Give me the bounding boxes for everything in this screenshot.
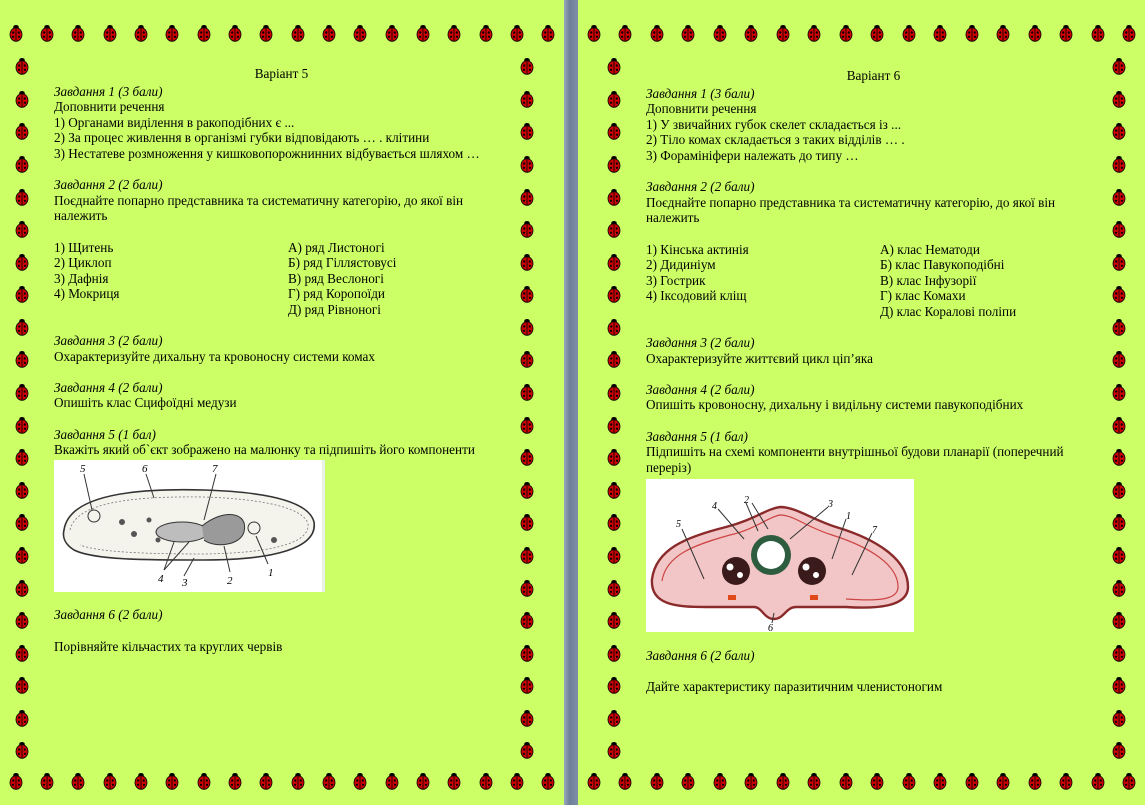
ladybug-icon <box>1110 644 1128 662</box>
ladybug-icon <box>320 24 338 42</box>
ladybug-icon <box>900 772 918 790</box>
task-1-heading: Завдання 1 (3 бали) <box>646 85 755 101</box>
variant-5-content <box>54 66 509 654</box>
ladybug-icon <box>13 546 31 564</box>
ladybug-icon <box>13 644 31 662</box>
paramecium-figure <box>54 460 325 592</box>
ladybug-icon <box>1089 24 1107 42</box>
match-option: Д) ряд Рівноногі <box>288 301 381 317</box>
ladybug-icon <box>69 772 87 790</box>
ladybug-icon <box>837 772 855 790</box>
ladybug-icon <box>163 24 181 42</box>
ladybug-icon <box>13 155 31 173</box>
ladybug-icon <box>868 772 886 790</box>
figure-label: 1 <box>268 566 274 579</box>
ladybug-icon <box>13 448 31 466</box>
ladybug-icon <box>605 318 623 336</box>
ladybug-icon <box>1110 350 1128 368</box>
ladybug-icon <box>585 24 603 42</box>
ladybug-icon <box>13 350 31 368</box>
ladybug-icon <box>837 24 855 42</box>
ladybug-icon <box>648 24 666 42</box>
ladybug-icon <box>13 741 31 759</box>
ladybug-icon <box>13 318 31 336</box>
figure-label: 5 <box>676 519 681 531</box>
ladybug-icon <box>539 24 557 42</box>
ladybug-icon <box>414 772 432 790</box>
ladybug-icon <box>900 24 918 42</box>
ladybug-icon <box>994 24 1012 42</box>
ladybug-icon <box>289 772 307 790</box>
ladybug-icon <box>518 155 536 173</box>
ladybug-icon <box>132 772 150 790</box>
planaria-cross-section-figure <box>646 479 914 632</box>
ladybug-icon <box>13 416 31 434</box>
ladybug-icon <box>445 772 463 790</box>
ladybug-icon <box>226 24 244 42</box>
ladybug-icon <box>1057 24 1075 42</box>
match-item: 1) Щитень <box>54 239 114 255</box>
ladybug-icon <box>477 24 495 42</box>
ladybug-icon <box>1110 122 1128 140</box>
ladybug-icon <box>1110 741 1128 759</box>
ladybug-icon <box>1110 220 1128 238</box>
ladybug-icon <box>1026 24 1044 42</box>
task-6-text: Дайте характеристику паразитичним членистоногим <box>646 679 943 695</box>
ladybug-icon <box>679 772 697 790</box>
match-item: 2) Циклоп <box>54 255 112 271</box>
ladybug-icon <box>805 24 823 42</box>
ladybug-icon <box>518 122 536 140</box>
task-2-heading: Завдання 2 (2 бали) <box>646 179 755 195</box>
ladybug-icon <box>605 481 623 499</box>
ladybug-icon <box>257 24 275 42</box>
ladybug-icon <box>648 772 666 790</box>
ladybug-icon <box>963 24 981 42</box>
task-6-heading: Завдання 6 (2 бали) <box>646 648 755 664</box>
ladybug-icon <box>1110 513 1128 531</box>
match-item: 1) Кінська актинія <box>646 241 749 257</box>
ladybug-icon <box>195 772 213 790</box>
ladybug-icon <box>518 318 536 336</box>
ladybug-icon <box>605 220 623 238</box>
ladybug-icon <box>605 579 623 597</box>
ladybug-icon <box>585 772 603 790</box>
ladybug-border-top <box>0 22 564 44</box>
ladybug-border-bottom <box>0 770 564 792</box>
ladybug-icon <box>711 24 729 42</box>
task-1-line-2: 2) За процес живлення в організмі губки відповідають … . клітини <box>54 130 430 146</box>
ladybug-icon <box>605 155 623 173</box>
ladybug-icon <box>742 24 760 42</box>
ladybug-icon <box>518 676 536 694</box>
ladybug-icon <box>605 122 623 140</box>
ladybug-icon <box>7 772 25 790</box>
ladybug-icon <box>605 644 623 662</box>
figure-label: 6 <box>768 623 773 633</box>
ladybug-icon <box>1110 611 1128 629</box>
ladybug-icon <box>1110 416 1128 434</box>
match-option: А) клас Нематоди <box>880 241 980 257</box>
ladybug-icon <box>13 90 31 108</box>
ladybug-icon <box>13 579 31 597</box>
ladybug-icon <box>1089 772 1107 790</box>
task-5-heading: Завдання 5 (1 бал) <box>54 426 156 442</box>
ladybug-icon <box>518 611 536 629</box>
ladybug-icon <box>13 481 31 499</box>
ladybug-icon <box>383 772 401 790</box>
ladybug-icon <box>1110 155 1128 173</box>
ladybug-icon <box>605 676 623 694</box>
ladybug-icon <box>1110 546 1128 564</box>
ladybug-border-left <box>11 50 33 767</box>
ladybug-icon <box>1057 772 1075 790</box>
ladybug-icon <box>1110 57 1128 75</box>
ladybug-icon <box>963 772 981 790</box>
figure-label: 5 <box>80 462 86 475</box>
ladybug-icon <box>518 513 536 531</box>
task-1-intro: Доповнити речення <box>54 99 165 115</box>
task-6-heading: Завдання 6 (2 бали) <box>54 607 163 623</box>
ladybug-icon <box>13 513 31 531</box>
paramecium-drawing <box>54 460 322 592</box>
ladybug-border-right <box>516 50 538 767</box>
ladybug-icon <box>605 741 623 759</box>
ladybug-icon <box>605 513 623 531</box>
figure-label: 6 <box>142 462 148 475</box>
task-3-text: Охарактеризуйте дихальну та кровоносну системи комах <box>54 348 375 364</box>
ladybug-icon <box>1110 318 1128 336</box>
ladybug-icon <box>132 24 150 42</box>
match-option: Д) клас Коралові поліпи <box>880 303 1017 319</box>
task-3-heading: Завдання 3 (2 бали) <box>54 333 163 349</box>
variant-6-content <box>646 68 1101 695</box>
ladybug-icon <box>605 253 623 271</box>
ladybug-icon <box>931 772 949 790</box>
ladybug-icon <box>605 416 623 434</box>
ladybug-icon <box>13 709 31 727</box>
task-5-text: Вкажіть який об`єкт зображено на малюнку та підпишіть його компоненти <box>54 442 475 458</box>
task-1-line-3: 3) Нестатеве розмноження у кишковопорожнинних відбувається шляхом … <box>54 145 480 161</box>
matching-table <box>54 240 509 318</box>
task-6-text: Порівняйте кільчастих та круглих червів <box>54 638 283 654</box>
ladybug-icon <box>605 383 623 401</box>
ladybug-icon <box>518 546 536 564</box>
figure-label: 7 <box>212 462 218 475</box>
ladybug-icon <box>605 448 623 466</box>
match-item: 3) Гострик <box>646 272 706 288</box>
figure-label: 7 <box>872 525 877 537</box>
match-option: Г) клас Комахи <box>880 288 966 304</box>
ladybug-icon <box>711 772 729 790</box>
task-1-line-3: 3) Форамініфери належать до типу … <box>646 147 859 163</box>
ladybug-border-top <box>578 22 1145 44</box>
ladybug-icon <box>605 285 623 303</box>
ladybug-icon <box>518 57 536 75</box>
task-4-text: Опишіть кровоносну, дихальну і видільну системи павукоподібних <box>646 397 1024 413</box>
ladybug-icon <box>605 350 623 368</box>
ladybug-icon <box>1110 285 1128 303</box>
ladybug-icon <box>508 772 526 790</box>
task-2-text: Поєднайте попарно представника та систематичну категорію, до якої він належить <box>54 192 464 224</box>
variant-title: Варіант 5 <box>254 66 309 81</box>
match-option: А) ряд Листоногі <box>288 239 385 255</box>
match-option: Г) ряд Коропоїди <box>288 286 385 302</box>
ladybug-icon <box>13 57 31 75</box>
ladybug-icon <box>518 285 536 303</box>
ladybug-icon <box>7 24 25 42</box>
ladybug-border-bottom <box>578 770 1145 792</box>
ladybug-icon <box>518 416 536 434</box>
ladybug-icon <box>605 546 623 564</box>
ladybug-icon <box>616 24 634 42</box>
ladybug-icon <box>605 188 623 206</box>
ladybug-icon <box>1120 24 1138 42</box>
match-option: Б) ряд Гіллястовусі <box>288 255 397 271</box>
ladybug-icon <box>518 253 536 271</box>
ladybug-icon <box>13 253 31 271</box>
ladybug-icon <box>518 579 536 597</box>
match-item: 3) Дафнія <box>54 270 109 286</box>
ladybug-icon <box>289 24 307 42</box>
document-page-right <box>578 0 1145 805</box>
ladybug-icon <box>1120 772 1138 790</box>
ladybug-icon <box>1110 448 1128 466</box>
task-5-heading: Завдання 5 (1 бал) <box>646 428 748 444</box>
ladybug-icon <box>13 188 31 206</box>
ladybug-icon <box>518 350 536 368</box>
figure-label: 2 <box>227 574 233 587</box>
ladybug-icon <box>1026 772 1044 790</box>
match-option: В) ряд Веслоногі <box>288 270 384 286</box>
ladybug-icon <box>101 24 119 42</box>
ladybug-icon <box>605 611 623 629</box>
task-4-heading: Завдання 4 (2 бали) <box>646 381 755 397</box>
ladybug-icon <box>101 772 119 790</box>
ladybug-icon <box>508 24 526 42</box>
ladybug-icon <box>605 709 623 727</box>
ladybug-icon <box>320 772 338 790</box>
ladybug-icon <box>605 57 623 75</box>
page-gap <box>564 0 578 805</box>
ladybug-border-right <box>1108 50 1130 767</box>
task-4-heading: Завдання 4 (2 бали) <box>54 379 163 395</box>
ladybug-icon <box>518 90 536 108</box>
ladybug-icon <box>163 772 181 790</box>
task-5-text: Підпишіть на схемі компоненти внутрішньої будови планарії (поперечний переріз) <box>646 444 1064 475</box>
ladybug-icon <box>679 24 697 42</box>
ladybug-icon <box>774 24 792 42</box>
match-item: 4) Мокриця <box>54 286 120 302</box>
ladybug-icon <box>518 644 536 662</box>
ladybug-icon <box>1110 253 1128 271</box>
match-option: В) клас Інфузорії <box>880 272 977 288</box>
ladybug-border-left <box>603 50 625 767</box>
task-2-heading: Завдання 2 (2 бали) <box>54 177 163 193</box>
ladybug-icon <box>13 383 31 401</box>
task-1-heading: Завдання 1 (3 бали) <box>54 83 163 99</box>
ladybug-icon <box>1110 579 1128 597</box>
ladybug-icon <box>445 24 463 42</box>
ladybug-icon <box>351 24 369 42</box>
variant-title: Варіант 6 <box>846 68 901 83</box>
task-1-line-1: 1) У звичайних губок скелет складається із ... <box>646 116 902 132</box>
ladybug-icon <box>1110 90 1128 108</box>
ladybug-icon <box>226 772 244 790</box>
ladybug-icon <box>13 220 31 238</box>
ladybug-icon <box>616 772 634 790</box>
ladybug-icon <box>994 772 1012 790</box>
figure-label: 2 <box>744 495 749 507</box>
ladybug-icon <box>351 772 369 790</box>
ladybug-icon <box>1110 481 1128 499</box>
match-item: 4) Іксодовий кліщ <box>646 288 747 304</box>
task-2-text: Поєднайте попарно представника та систематичну категорію, до якої він належить <box>646 194 1056 226</box>
ladybug-icon <box>38 24 56 42</box>
ladybug-icon <box>257 772 275 790</box>
task-1-line-2: 2) Тіло комах складається з таких відділів … . <box>646 132 905 148</box>
figure-label: 3 <box>182 576 188 589</box>
ladybug-icon <box>1110 676 1128 694</box>
matching-table <box>646 242 1101 320</box>
ladybug-icon <box>518 383 536 401</box>
ladybug-icon <box>931 24 949 42</box>
ladybug-icon <box>1110 709 1128 727</box>
ladybug-icon <box>38 772 56 790</box>
ladybug-icon <box>13 611 31 629</box>
figure-label: 4 <box>158 572 164 585</box>
task-4-text: Опишіть клас Сцифоїдні медузи <box>54 395 237 411</box>
ladybug-icon <box>539 772 557 790</box>
figure-label: 4 <box>712 501 717 513</box>
match-option: Б) клас Павукоподібні <box>880 257 1005 273</box>
ladybug-icon <box>1110 188 1128 206</box>
ladybug-icon <box>518 709 536 727</box>
ladybug-icon <box>605 90 623 108</box>
ladybug-icon <box>518 741 536 759</box>
figure-label: 1 <box>846 511 851 523</box>
ladybug-icon <box>13 676 31 694</box>
ladybug-icon <box>477 772 495 790</box>
ladybug-icon <box>774 772 792 790</box>
ladybug-icon <box>518 220 536 238</box>
ladybug-icon <box>383 24 401 42</box>
ladybug-icon <box>868 24 886 42</box>
task-3-text: Охарактеризуйте життєвий цикл ціп’яка <box>646 350 873 366</box>
task-1-intro: Доповнити речення <box>646 101 757 117</box>
ladybug-icon <box>414 24 432 42</box>
ladybug-icon <box>518 481 536 499</box>
ladybug-icon <box>13 122 31 140</box>
figure-label: 3 <box>828 499 833 511</box>
document-page-left <box>0 0 564 805</box>
task-3-heading: Завдання 3 (2 бали) <box>646 335 755 351</box>
ladybug-icon <box>742 772 760 790</box>
ladybug-icon <box>518 448 536 466</box>
ladybug-icon <box>805 772 823 790</box>
planaria-drawing <box>646 479 914 632</box>
ladybug-icon <box>1110 383 1128 401</box>
ladybug-icon <box>518 188 536 206</box>
match-item: 2) Дидиніум <box>646 257 716 273</box>
ladybug-icon <box>69 24 87 42</box>
ladybug-icon <box>195 24 213 42</box>
ladybug-icon <box>13 285 31 303</box>
task-1-line-1: 1) Органами виділення в ракоподібних є ... <box>54 114 295 130</box>
